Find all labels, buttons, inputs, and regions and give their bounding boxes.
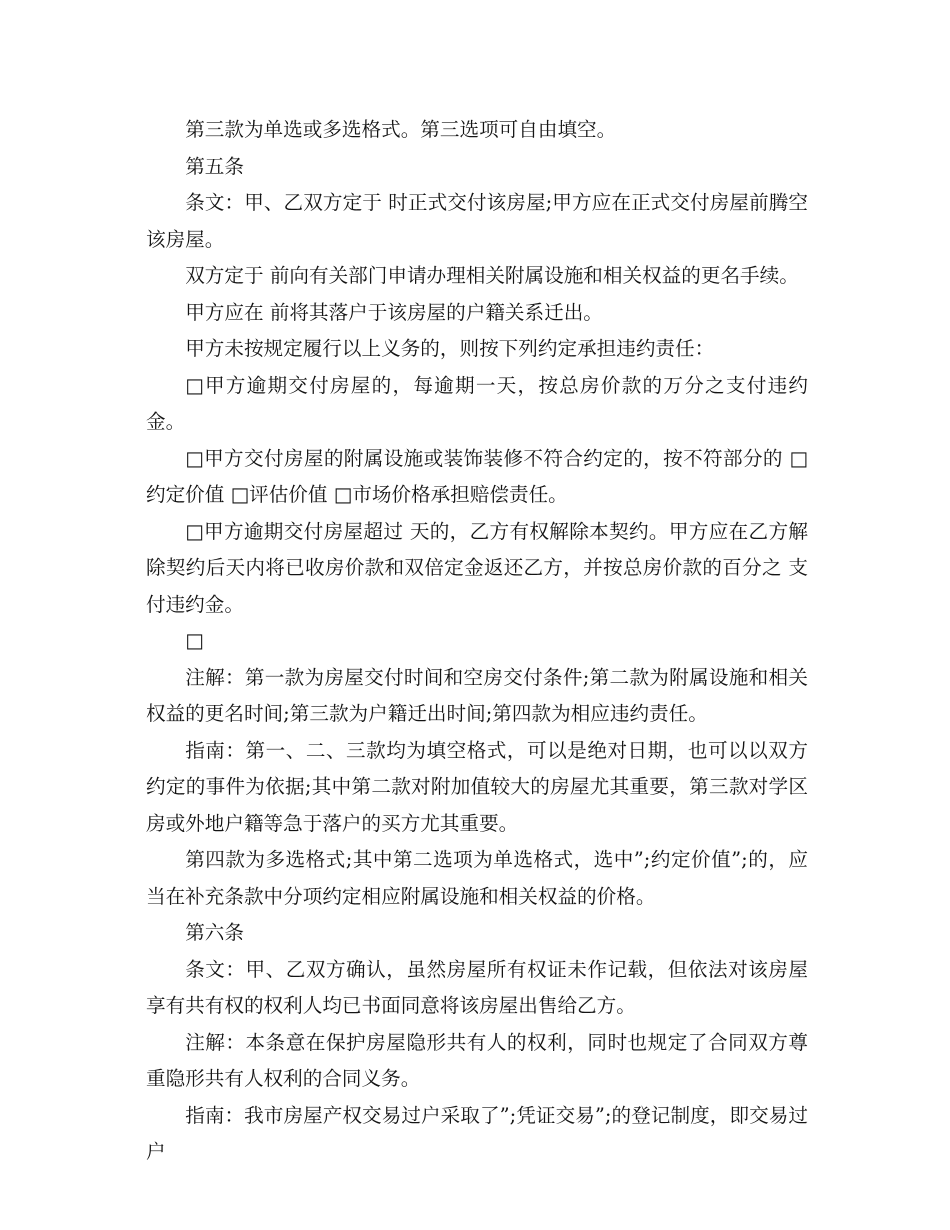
paragraph: 条文：甲、乙双方定于 时正式交付该房屋;甲方应在正式交付房屋前腾空该房屋。: [146, 191, 808, 251]
paragraph: 注解：本条意在保护房屋隐形共有人的权利，同时也规定了合同双方尊重隐形共有人权利的合同义务。: [146, 1030, 808, 1090]
checkbox-clause: □甲方交付房屋的附属设施或装饰装修不符合约定的，按不符部分的 □约定价值 □评估价值 □市场价格承担赔偿责任。: [146, 446, 808, 506]
paragraph: 指南：第一、二、三款均为填空格式，可以是绝对日期，也可以以双方约定的事件为依据;其中第二款对附加值较大的房屋尤其重要，第三款对学区房或外地户籍等急于落户的买方尤其重要。: [146, 738, 808, 835]
paragraph: 第四款为多选格式;其中第二选项为单选格式，选中”;约定价值”;的，应当在补充条款中分项约定相应附属设施和相关权益的价格。: [146, 848, 808, 908]
paragraph: 甲方应在 前将其落户于该房屋的户籍关系迁出。: [185, 300, 603, 324]
checkbox-clause: □: [185, 629, 204, 652]
paragraph: 双方定于 前向有关部门申请办理相关附属设施和相关权益的更名手续。: [185, 264, 799, 287]
article-heading: 第五条: [185, 154, 244, 178]
paragraph: 第三款为单选或多选格式。第三选项可自由填空。: [185, 118, 617, 141]
document-page: [146, 112, 808, 1171]
paragraph: 注解：第一款为房屋交付时间和空房交付条件;第二款为附属设施和相关权益的更名时间;第三款为户籍迁出时间;第四款为相应违约责任。: [146, 665, 808, 725]
checkbox-clause: □甲方逾期交付房屋超过 天的，乙方有权解除本契约。甲方应在乙方解除契约后天内将已收房价款和双倍定金返还乙方，并按总房价款的百分之 支付违约金。: [146, 519, 808, 616]
paragraph: 甲方未按规定履行以上义务的，则按下列约定承担违约责任：: [185, 337, 715, 360]
article-heading: 第六条: [185, 921, 244, 944]
checkbox-clause: □甲方逾期交付房屋的，每逾期一天，按总房价款的万分之支付违约金。: [146, 373, 808, 433]
paragraph: 指南：我市房屋产权交易过户采取了”;凭证交易”;的登记制度，即交易过户: [146, 1103, 808, 1163]
paragraph: 条文：甲、乙双方确认，虽然房屋所有权证未作记载，但依法对该房屋享有共有权的权利人均已书面同意将该房屋出售给乙方。: [146, 957, 808, 1017]
